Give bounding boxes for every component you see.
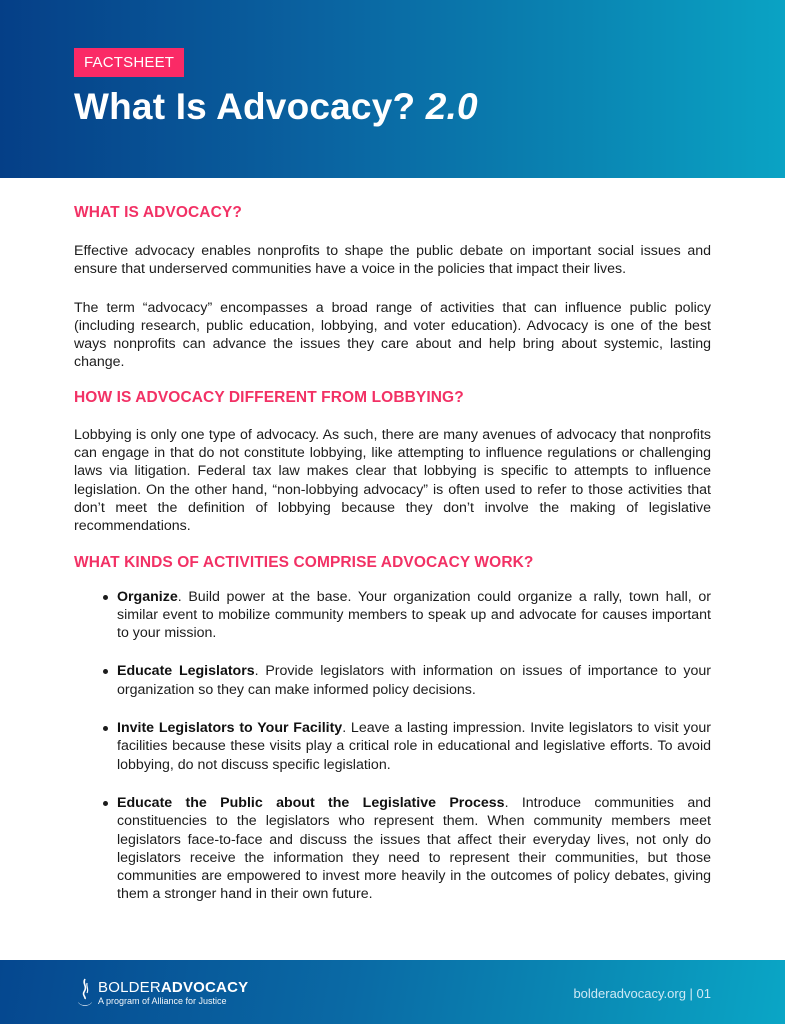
footer-banner: [0, 960, 785, 1024]
section-heading-activities: WHAT KINDS OF ACTIVITIES COMPRISE ADVOCACY WORK?: [74, 553, 534, 571]
list-item: [74, 719, 711, 774]
header-banner: [0, 0, 785, 178]
paragraph: Effective advocacy enables nonprofits to shape the public debate on important social issues and ensure that underserved communities have a voice in the policies that impact their lives.: [74, 243, 711, 278]
logo-text: [98, 979, 248, 1007]
bullet-text: . Build power at the base. Your organization could organize a rally, town hall, or similar event to mobilize community members to speak up and advocate for causes important to your mission.: [117, 588, 711, 642]
site-and-page-number: bolderadvocacy.org | 01: [573, 986, 711, 1001]
bullet-text: . Leave a lasting impression. Invite legislators to visit your facilities because these visits play a critical role in educational and legislative efforts. To avoid lobbying, do not discuss specific legislation.: [117, 720, 711, 773]
activities-list: [74, 588, 711, 904]
bolder-advocacy-logo[interactable]: [76, 976, 248, 1010]
list-item: [74, 662, 711, 699]
list-item: [74, 588, 711, 643]
bullet-text: . Introduce communities and constituencies to the legislators who represent them. When community members meet legislators face-to-face and discuss the issues that affect their everyday lives, not only do legislators receive the information they need to represent their communities, but those communities are empowered to invest more heavily in the outcomes of policy debates, giving them a stronger hand in their own future.: [117, 794, 711, 903]
section-heading-what-is-advocacy: WHAT IS ADVOCACY?: [74, 204, 242, 221]
bullet-term: Educate Legislators: [117, 663, 255, 680]
logo-wordmark: BOLDERADVOCACY: [98, 979, 249, 996]
title-text: What Is Advocacy?: [74, 86, 416, 127]
section-heading-advocacy-vs-lobbying: HOW IS ADVOCACY DIFFERENT FROM LOBBYING?: [74, 388, 464, 406]
bullet-term: Educate the Public about the Legislative Process: [117, 794, 505, 811]
factsheet-badge: FACTSHEET: [74, 48, 184, 77]
logo-tagline: A program of Alliance for Justice: [98, 996, 227, 1006]
main-content: [74, 200, 711, 924]
paragraph: The term “advocacy” encompasses a broad range of activities that can influence public policy (including research, public education, lobbying, and voter education). Advocacy is one of the best ways nonprofits can advance the issues they care about and help bring about systemic, lasting change.: [74, 299, 711, 371]
bullet-term: Organize: [117, 588, 178, 605]
list-item: [74, 794, 711, 904]
paragraph: Lobbying is only one type of advocacy. As such, there are many avenues of advocacy that nonprofits can engage in that do not constitute lobbying, like attempting to influence regulations or challenging laws via litigation. Federal tax law makes clear that lobbying is specific to attempts to influence legislation. On the other hand, “non-lobbying advocacy” is often used to refer to those activities that don’t meet the definition of lobbying because they don’t involve the making of legislative recommendations.: [74, 426, 711, 535]
title-version: 2.0: [425, 86, 478, 127]
page-title: [74, 82, 478, 132]
bullet-text: . Provide legislators with information on issues of importance to your organization so they can make informed policy decisions.: [117, 663, 711, 698]
flame-torch-icon: [76, 977, 94, 1009]
bullet-term: Invite Legislators to Your Facility: [117, 720, 343, 737]
